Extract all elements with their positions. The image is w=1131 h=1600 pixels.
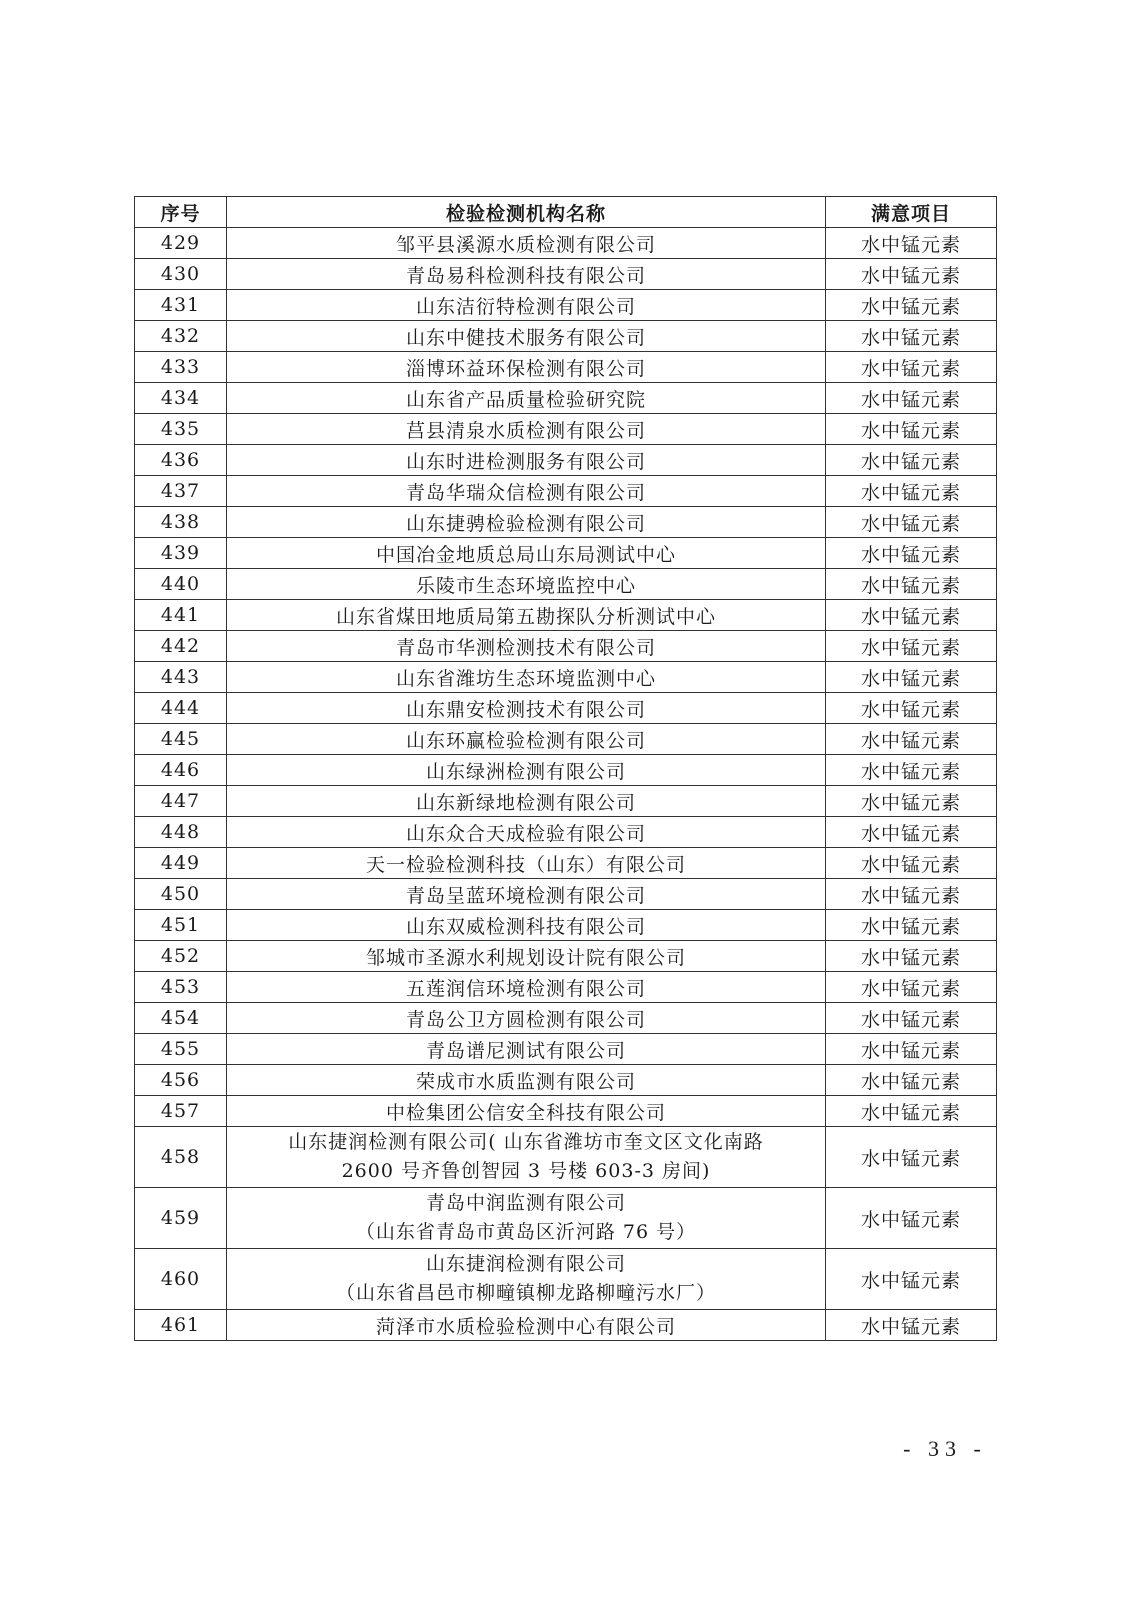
institution-name-line: （山东省青岛市黄岛区沂河路 76 号） xyxy=(355,1221,697,1243)
table-row xyxy=(135,290,997,321)
institution-name-line: 山东时进检测服务有限公司 xyxy=(405,450,646,473)
satisfactory-item-cell: 水中锰元素 xyxy=(826,1310,997,1341)
institution-name-line: 青岛呈蓝环境检测有限公司 xyxy=(405,884,646,907)
serial-number-cell: 456 xyxy=(135,1065,227,1096)
institution-name-cell xyxy=(227,755,826,786)
satisfactory-item-cell: 水中锰元素 xyxy=(826,755,997,786)
institution-name-cell xyxy=(227,538,826,569)
institution-name-line: 邹城市圣源水利规划设计院有限公司 xyxy=(365,946,686,969)
serial-number-cell: 458 xyxy=(135,1127,227,1188)
institution-name-cell xyxy=(227,1249,826,1310)
institution-name-line: 邹平县溪源水质检测有限公司 xyxy=(395,233,656,256)
serial-number-cell: 449 xyxy=(135,848,227,879)
table-row xyxy=(135,724,997,755)
institution-name-line: 山东环赢检验检测有限公司 xyxy=(405,729,646,752)
satisfactory-item-cell: 水中锰元素 xyxy=(826,1127,997,1188)
table-body xyxy=(135,228,997,1341)
satisfactory-item-cell: 水中锰元素 xyxy=(826,786,997,817)
serial-number-cell: 435 xyxy=(135,414,227,445)
serial-number-cell: 441 xyxy=(135,600,227,631)
institution-name-line: 菏泽市水质检验检测中心有限公司 xyxy=(375,1315,676,1338)
table-row xyxy=(135,1003,997,1034)
institution-name-cell xyxy=(227,817,826,848)
satisfactory-item-cell: 水中锰元素 xyxy=(826,662,997,693)
page-number: - 33 - xyxy=(903,1436,987,1461)
satisfactory-item-cell: 水中锰元素 xyxy=(826,1249,997,1310)
institution-name-line: 乐陵市生态环境监控中心 xyxy=(415,574,636,597)
serial-number-cell: 439 xyxy=(135,538,227,569)
institution-name-line: 中检集团公信安全科技有限公司 xyxy=(385,1101,666,1124)
institution-name-line: 山东双威检测科技有限公司 xyxy=(405,915,646,938)
satisfactory-item-cell: 水中锰元素 xyxy=(826,910,997,941)
header-satisfactory-item: 满意项目 xyxy=(826,197,997,228)
institution-name-cell xyxy=(227,259,826,290)
serial-number-cell: 433 xyxy=(135,352,227,383)
institution-name-cell xyxy=(227,445,826,476)
serial-number-cell: 434 xyxy=(135,383,227,414)
satisfactory-item-cell: 水中锰元素 xyxy=(826,321,997,352)
serial-number-cell: 442 xyxy=(135,631,227,662)
institution-name-line: 山东众合天成检验有限公司 xyxy=(405,822,646,845)
institution-name-line: 五莲润信环境检测有限公司 xyxy=(405,977,646,1000)
institution-name-cell xyxy=(227,662,826,693)
institution-name-line: （山东省昌邑市柳疃镇柳龙路柳疃污水厂） xyxy=(335,1282,716,1304)
institution-name-line: 青岛易科检测科技有限公司 xyxy=(405,264,646,287)
institution-name-cell xyxy=(227,1188,826,1249)
institution-name-cell xyxy=(227,910,826,941)
serial-number-cell: 443 xyxy=(135,662,227,693)
institution-name-line: 青岛市华测检测技术有限公司 xyxy=(395,636,656,659)
table-row xyxy=(135,383,997,414)
satisfactory-item-cell: 水中锰元素 xyxy=(826,507,997,538)
table-row xyxy=(135,755,997,786)
table-row xyxy=(135,1188,997,1249)
table-row xyxy=(135,414,997,445)
table-row xyxy=(135,476,997,507)
institution-name-cell xyxy=(227,1096,826,1127)
table-row xyxy=(135,259,997,290)
table-row xyxy=(135,786,997,817)
table-header-row xyxy=(135,197,997,228)
serial-number-cell: 430 xyxy=(135,259,227,290)
table-row xyxy=(135,662,997,693)
table-row xyxy=(135,941,997,972)
institution-name-line: 山东省潍坊生态环境监测中心 xyxy=(395,667,656,690)
serial-number-cell: 432 xyxy=(135,321,227,352)
satisfactory-item-cell: 水中锰元素 xyxy=(826,538,997,569)
institution-name-line: 青岛华瑞众信检测有限公司 xyxy=(405,481,646,504)
table-row xyxy=(135,631,997,662)
serial-number-cell: 431 xyxy=(135,290,227,321)
satisfactory-item-cell: 水中锰元素 xyxy=(826,600,997,631)
satisfactory-item-cell: 水中锰元素 xyxy=(826,1003,997,1034)
institution-name-line: 山东省产品质量检验研究院 xyxy=(405,388,646,411)
institution-name-cell xyxy=(227,228,826,259)
institution-name-cell xyxy=(227,693,826,724)
institution-name-cell xyxy=(227,848,826,879)
institution-name-line: 荣成市水质监测有限公司 xyxy=(415,1070,636,1093)
table-row xyxy=(135,848,997,879)
satisfactory-item-cell: 水中锰元素 xyxy=(826,383,997,414)
institution-name-cell xyxy=(227,476,826,507)
satisfactory-item-cell: 水中锰元素 xyxy=(826,228,997,259)
institution-name-line: 莒县清泉水质检测有限公司 xyxy=(405,419,646,442)
header-institution-name: 检验检测机构名称 xyxy=(227,197,826,228)
institution-name-cell xyxy=(227,600,826,631)
institution-name-cell xyxy=(227,290,826,321)
table-row xyxy=(135,1310,997,1341)
table-row xyxy=(135,507,997,538)
serial-number-cell: 447 xyxy=(135,786,227,817)
institution-name-line: 青岛中润监测有限公司 xyxy=(425,1192,626,1214)
institution-name-line: 山东省煤田地质局第五勘探队分析测试中心 xyxy=(335,605,716,628)
satisfactory-item-cell: 水中锰元素 xyxy=(826,290,997,321)
table-row xyxy=(135,538,997,569)
table-row xyxy=(135,569,997,600)
institution-name-cell xyxy=(227,972,826,1003)
serial-number-cell: 460 xyxy=(135,1249,227,1310)
institution-name-line: 淄博环益环保检测有限公司 xyxy=(405,357,646,380)
institution-name-cell xyxy=(227,1127,826,1188)
satisfactory-item-cell: 水中锰元素 xyxy=(826,848,997,879)
table-row xyxy=(135,972,997,1003)
table-row xyxy=(135,910,997,941)
satisfactory-item-cell: 水中锰元素 xyxy=(826,476,997,507)
institution-name-line: 青岛谱尼测试有限公司 xyxy=(425,1039,626,1062)
satisfactory-item-cell: 水中锰元素 xyxy=(826,445,997,476)
table-row xyxy=(135,1127,997,1188)
institution-name-line: 山东捷润检测有限公司 xyxy=(425,1253,626,1275)
institution-name-line: 青岛公卫方圆检测有限公司 xyxy=(405,1008,646,1031)
table-row xyxy=(135,600,997,631)
table-row xyxy=(135,352,997,383)
satisfactory-item-cell: 水中锰元素 xyxy=(826,1096,997,1127)
satisfactory-item-cell: 水中锰元素 xyxy=(826,1034,997,1065)
serial-number-cell: 459 xyxy=(135,1188,227,1249)
header-serial-number: 序号 xyxy=(135,197,227,228)
table-row xyxy=(135,228,997,259)
institution-name-cell xyxy=(227,569,826,600)
table-row xyxy=(135,1065,997,1096)
institution-table xyxy=(134,196,997,1341)
satisfactory-item-cell: 水中锰元素 xyxy=(826,817,997,848)
serial-number-cell: 452 xyxy=(135,941,227,972)
serial-number-cell: 455 xyxy=(135,1034,227,1065)
institution-name-cell xyxy=(227,941,826,972)
serial-number-cell: 436 xyxy=(135,445,227,476)
institution-name-line: 2600 号齐鲁创智园 3 号楼 603-3 房间) xyxy=(341,1160,711,1182)
satisfactory-item-cell: 水中锰元素 xyxy=(826,1188,997,1249)
serial-number-cell: 440 xyxy=(135,569,227,600)
institution-name-cell xyxy=(227,631,826,662)
institution-name-line: 天一检验检测科技（山东）有限公司 xyxy=(365,853,686,876)
table-row xyxy=(135,321,997,352)
serial-number-cell: 438 xyxy=(135,507,227,538)
institution-name-cell xyxy=(227,1310,826,1341)
institution-name-line: 中国冶金地质总局山东局测试中心 xyxy=(375,543,676,566)
serial-number-cell: 457 xyxy=(135,1096,227,1127)
institution-name-line: 山东绿洲检测有限公司 xyxy=(425,760,626,783)
table-row xyxy=(135,1034,997,1065)
institution-name-cell xyxy=(227,414,826,445)
table-row xyxy=(135,693,997,724)
institution-name-cell xyxy=(227,352,826,383)
institution-name-cell xyxy=(227,724,826,755)
institution-name-cell xyxy=(227,1034,826,1065)
satisfactory-item-cell: 水中锰元素 xyxy=(826,259,997,290)
satisfactory-item-cell: 水中锰元素 xyxy=(826,631,997,662)
institution-name-cell xyxy=(227,1065,826,1096)
satisfactory-item-cell: 水中锰元素 xyxy=(826,1065,997,1096)
serial-number-cell: 444 xyxy=(135,693,227,724)
institution-name-line: 山东捷润检测有限公司( 山东省潍坊市奎文区文化南路 xyxy=(288,1131,764,1153)
serial-number-cell: 453 xyxy=(135,972,227,1003)
table-row xyxy=(135,817,997,848)
institution-name-cell xyxy=(227,321,826,352)
satisfactory-item-cell: 水中锰元素 xyxy=(826,879,997,910)
institution-name-line: 山东鼎安检测技术有限公司 xyxy=(405,698,646,721)
satisfactory-item-cell: 水中锰元素 xyxy=(826,693,997,724)
table-row xyxy=(135,1096,997,1127)
satisfactory-item-cell: 水中锰元素 xyxy=(826,724,997,755)
institution-name-line: 山东洁衍特检测有限公司 xyxy=(415,295,636,318)
serial-number-cell: 461 xyxy=(135,1310,227,1341)
satisfactory-item-cell: 水中锰元素 xyxy=(826,569,997,600)
serial-number-cell: 429 xyxy=(135,228,227,259)
serial-number-cell: 454 xyxy=(135,1003,227,1034)
table-row xyxy=(135,879,997,910)
table-row xyxy=(135,1249,997,1310)
satisfactory-item-cell: 水中锰元素 xyxy=(826,414,997,445)
serial-number-cell: 451 xyxy=(135,910,227,941)
institution-name-cell xyxy=(227,879,826,910)
institution-name-line: 山东新绿地检测有限公司 xyxy=(415,791,636,814)
serial-number-cell: 437 xyxy=(135,476,227,507)
satisfactory-item-cell: 水中锰元素 xyxy=(826,941,997,972)
institution-name-cell xyxy=(227,383,826,414)
serial-number-cell: 448 xyxy=(135,817,227,848)
institution-name-cell xyxy=(227,786,826,817)
satisfactory-item-cell: 水中锰元素 xyxy=(826,972,997,1003)
serial-number-cell: 445 xyxy=(135,724,227,755)
institution-name-cell xyxy=(227,507,826,538)
serial-number-cell: 450 xyxy=(135,879,227,910)
satisfactory-item-cell: 水中锰元素 xyxy=(826,352,997,383)
table-row xyxy=(135,445,997,476)
institution-name-line: 山东捷骋检验检测有限公司 xyxy=(405,512,646,535)
institution-name-cell xyxy=(227,1003,826,1034)
institution-name-line: 山东中健技术服务有限公司 xyxy=(405,326,646,349)
serial-number-cell: 446 xyxy=(135,755,227,786)
